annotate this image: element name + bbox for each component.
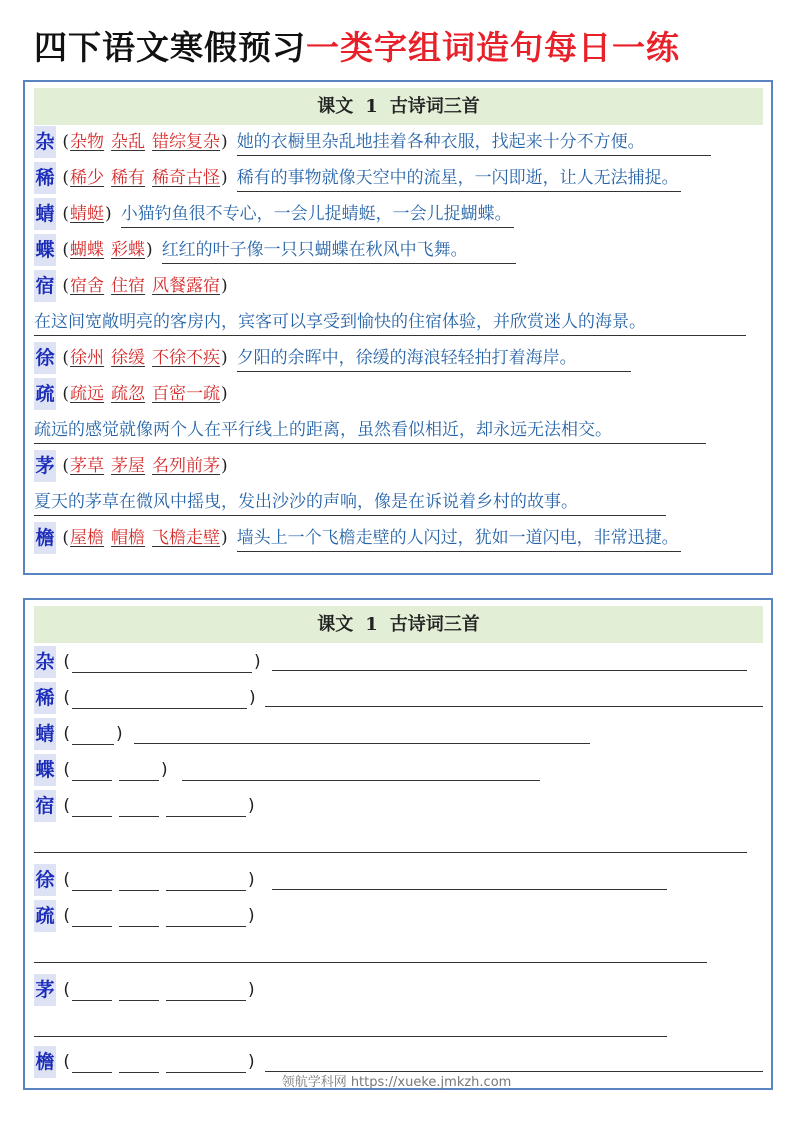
entry-char: 徐 bbox=[34, 864, 56, 896]
entry-char: 茅 bbox=[34, 974, 56, 1006]
practice-row: 茅 ( ) bbox=[34, 974, 257, 1006]
word-blank[interactable] bbox=[72, 724, 114, 745]
word-blank[interactable] bbox=[166, 870, 246, 891]
word: 飞檐走壁 bbox=[152, 528, 221, 548]
word-blank[interactable] bbox=[72, 906, 112, 927]
word-blank[interactable] bbox=[72, 652, 252, 673]
sentence-blank[interactable] bbox=[272, 889, 667, 890]
page-title bbox=[34, 22, 774, 70]
lesson-number: 1 bbox=[365, 96, 378, 117]
practice-row: 檐 ( ) bbox=[34, 1046, 257, 1078]
entry-row: 稀 (稀少 稀有 稀奇古怪) 稀有的事物就像天空中的流星，一闪即逝，让人无法捕捉。 bbox=[34, 162, 681, 194]
word: 稀少 bbox=[70, 168, 105, 188]
sentence: 稀有的事物就像天空中的流星，一闪即逝，让人无法捕捉。 bbox=[237, 165, 681, 192]
sentence-blank[interactable] bbox=[265, 706, 763, 707]
entry-char: 徐 bbox=[34, 342, 56, 374]
answer-panel bbox=[23, 80, 773, 575]
word: 蝴蝶 bbox=[70, 240, 105, 260]
word-blank[interactable] bbox=[119, 980, 159, 1001]
word-blank[interactable] bbox=[119, 870, 159, 891]
entry-row: 疏 (疏远 疏忽 百密一疏) bbox=[34, 378, 229, 410]
word: 疏远 bbox=[70, 384, 105, 404]
sentence-blank[interactable] bbox=[134, 743, 590, 744]
entry-char: 茅 bbox=[34, 450, 56, 482]
word: 茅屋 bbox=[111, 456, 146, 476]
entry-char: 檐 bbox=[34, 522, 56, 554]
title-part-black: 四下语文寒假预习 bbox=[34, 28, 306, 67]
word: 名列前茅 bbox=[152, 456, 221, 476]
sentence: 小猫钓鱼很不专心，一会儿捉蜻蜓，一会儿捉蝴蝶。 bbox=[121, 201, 514, 228]
word: 宿舍 bbox=[70, 276, 105, 296]
title-part-red: 一类字组词造句每日一练 bbox=[306, 28, 680, 67]
entry-char: 杂 bbox=[34, 126, 56, 158]
entry-char: 檐 bbox=[34, 1046, 56, 1078]
word-blank[interactable] bbox=[119, 796, 159, 817]
word-blank[interactable] bbox=[72, 688, 247, 709]
sentence-blank[interactable] bbox=[34, 1036, 667, 1037]
lesson-label: 课文 bbox=[317, 96, 354, 117]
entry-row: 檐 (屋檐 帽檐 飞檐走壁) 墙头上一个飞檐走壁的人闪过，犹如一道闪电，非常迅捷。 bbox=[34, 522, 681, 554]
word: 彩蝶 bbox=[111, 240, 146, 260]
word: 疏忽 bbox=[111, 384, 146, 404]
sentence: 夕阳的余晖中，徐缓的海浪轻轻拍打着海岸。 bbox=[237, 345, 631, 372]
entry-row: 蜻 (蜻蜓) 小猫钓鱼很不专心，一会儿捉蜻蜓，一会儿捉蝴蝶。 bbox=[34, 198, 514, 230]
word-blank[interactable] bbox=[119, 1052, 159, 1073]
word: 住宿 bbox=[111, 276, 146, 296]
word: 百密一疏 bbox=[152, 384, 221, 404]
word-blank[interactable] bbox=[72, 760, 112, 781]
word: 杂物 bbox=[70, 132, 105, 152]
word: 蜻蜓 bbox=[70, 204, 105, 224]
sentence-blank[interactable] bbox=[272, 670, 747, 671]
word-blank[interactable] bbox=[166, 980, 246, 1001]
entry-char: 宿 bbox=[34, 790, 56, 822]
word-blank[interactable] bbox=[119, 760, 159, 781]
word: 徐缓 bbox=[111, 348, 146, 368]
word: 徐州 bbox=[70, 348, 105, 368]
word: 帽檐 bbox=[111, 528, 146, 548]
word-blank[interactable] bbox=[72, 980, 112, 1001]
entry-char: 稀 bbox=[34, 682, 56, 714]
word: 稀奇古怪 bbox=[152, 168, 221, 188]
entry-char: 蜻 bbox=[34, 198, 56, 230]
lesson-header bbox=[34, 606, 763, 643]
sentence-line bbox=[34, 414, 706, 446]
practice-panel bbox=[23, 598, 773, 1090]
lesson-number: 1 bbox=[365, 614, 378, 635]
practice-row: 徐 ( ) bbox=[34, 864, 257, 896]
lesson-name: 古诗词三首 bbox=[389, 614, 480, 635]
word: 杂乱 bbox=[111, 132, 146, 152]
entry-row: 杂 (杂物 杂乱 错综复杂) 她的衣橱里杂乱地挂着各种衣服，找起来十分不方便。 bbox=[34, 126, 711, 158]
entry-char: 蜻 bbox=[34, 718, 56, 750]
sentence-line bbox=[34, 486, 666, 518]
practice-row: 宿 ( ) bbox=[34, 790, 257, 822]
footer-watermark: 领航学科网 https://xueke.jmkzh.com bbox=[281, 1075, 512, 1090]
sentence: 她的衣橱里杂乱地挂着各种衣服，找起来十分不方便。 bbox=[237, 129, 711, 156]
lesson-header bbox=[34, 88, 763, 125]
word-blank[interactable] bbox=[72, 796, 112, 817]
sentence-line bbox=[34, 306, 746, 338]
practice-row: 蝶 ( ) bbox=[34, 754, 170, 786]
sentence-blank[interactable] bbox=[34, 852, 747, 853]
word-blank[interactable] bbox=[166, 796, 246, 817]
entry-char: 疏 bbox=[34, 900, 56, 932]
word: 风餐露宿 bbox=[152, 276, 221, 296]
word: 不徐不疾 bbox=[152, 348, 221, 368]
lesson-name: 古诗词三首 bbox=[389, 96, 480, 117]
word: 屋檐 bbox=[70, 528, 105, 548]
word-blank[interactable] bbox=[166, 1052, 246, 1073]
entry-row: 宿 (宿舍 住宿 风餐露宿) bbox=[34, 270, 229, 302]
entry-char: 蝶 bbox=[34, 234, 56, 266]
word-blank[interactable] bbox=[166, 906, 246, 927]
entry-row: 茅 (茅草 茅屋 名列前茅) bbox=[34, 450, 229, 482]
entry-row: 徐 (徐州 徐缓 不徐不疾) 夕阳的余晖中，徐缓的海浪轻轻拍打着海岸。 bbox=[34, 342, 631, 374]
lesson-label: 课文 bbox=[317, 614, 354, 635]
sentence: 夏天的茅草在微风中摇曳，发出沙沙的声响，像是在诉说着乡村的故事。 bbox=[34, 489, 666, 516]
entry-char: 蝶 bbox=[34, 754, 56, 786]
word-blank[interactable] bbox=[72, 870, 112, 891]
word: 稀有 bbox=[111, 168, 146, 188]
entry-char: 疏 bbox=[34, 378, 56, 410]
sentence: 在这间宽敞明亮的客房内，宾客可以享受到愉快的住宿体验，并欣赏迷人的海景。 bbox=[34, 309, 746, 336]
word-blank[interactable] bbox=[72, 1052, 112, 1073]
practice-row: 疏 ( ) bbox=[34, 900, 257, 932]
word-blank[interactable] bbox=[119, 906, 159, 927]
word: 错综复杂 bbox=[152, 132, 221, 152]
practice-row: 蜻 ( ) bbox=[34, 718, 125, 750]
sentence-blank[interactable] bbox=[34, 962, 707, 963]
entry-row: 蝶 (蝴蝶 彩蝶) 红红的叶子像一只只蝴蝶在秋风中飞舞。 bbox=[34, 234, 516, 266]
sentence-blank[interactable] bbox=[182, 780, 540, 781]
entry-char: 杂 bbox=[34, 646, 56, 678]
sentence: 疏远的感觉就像两个人在平行线上的距离，虽然看似相近，却永远无法相交。 bbox=[34, 417, 706, 444]
word: 茅草 bbox=[70, 456, 105, 476]
practice-row: 稀 ( ) bbox=[34, 682, 258, 714]
entry-char: 宿 bbox=[34, 270, 56, 302]
practice-row: 杂 ( ) bbox=[34, 646, 263, 678]
sentence: 红红的叶子像一只只蝴蝶在秋风中飞舞。 bbox=[162, 237, 516, 264]
entry-char: 稀 bbox=[34, 162, 56, 194]
sentence: 墙头上一个飞檐走壁的人闪过，犹如一道闪电，非常迅捷。 bbox=[237, 525, 681, 552]
